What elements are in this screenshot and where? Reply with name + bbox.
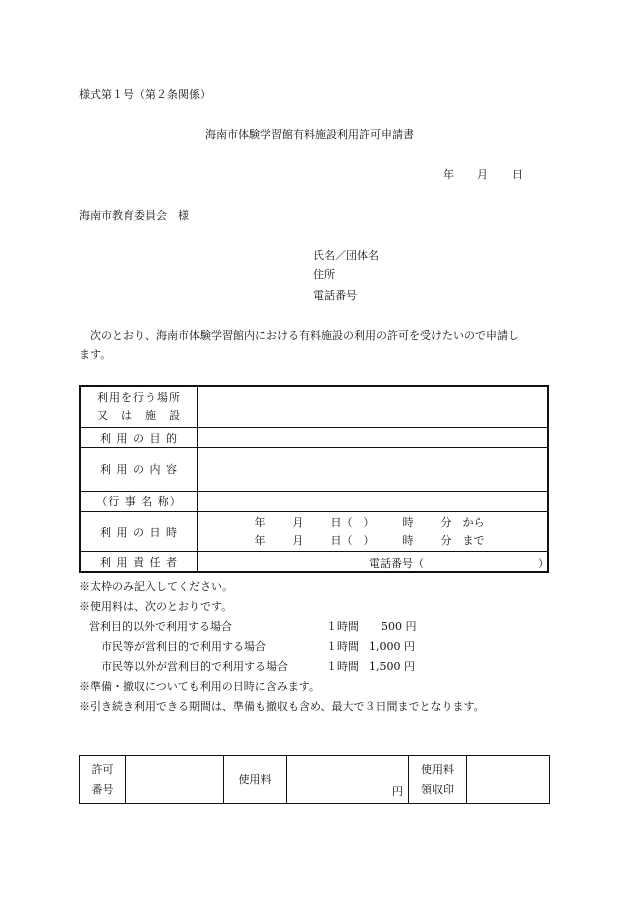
place-label-line1: 利用を行う場所 — [97, 390, 181, 404]
yen-unit: 円 — [392, 785, 403, 798]
date-year: 年 — [443, 168, 454, 181]
receipt-label — [409, 756, 467, 804]
fee-row — [79, 637, 485, 657]
responsible-field[interactable] — [198, 552, 549, 572]
addressee: 海南市教育委員会 様 — [79, 209, 189, 222]
fee-case: 市民等が営利目的で利用する場合 — [101, 640, 266, 653]
to-month: 月 — [292, 533, 304, 547]
to-day: 日（ ） — [330, 533, 375, 547]
notes — [79, 577, 485, 717]
date-month: 月 — [477, 168, 488, 181]
request-text-line2: ます。 — [79, 348, 112, 361]
from-day: 日（ ） — [330, 515, 375, 529]
applicant-name-label: 氏名／団体名 — [313, 249, 379, 262]
fee-row — [79, 617, 485, 637]
fee-unit: １時間 — [326, 620, 359, 633]
to-hour: 時 — [402, 533, 414, 547]
receipt-label-line2: 領収印 — [421, 782, 454, 796]
from-month: 月 — [292, 515, 304, 529]
permit-number-field[interactable] — [126, 756, 224, 804]
fee-price: 1,000 円 — [369, 640, 415, 653]
date-day: 日 — [512, 168, 523, 181]
from-minute: 分 — [440, 515, 452, 529]
fee-case: 営利目的以外で利用する場合 — [89, 620, 232, 633]
event-name-label: （行 事 名 称） — [80, 491, 198, 511]
application-table — [79, 385, 549, 573]
fee-amount-field[interactable] — [287, 756, 409, 804]
permit-number-label — [80, 756, 126, 804]
to-year: 年 — [254, 533, 266, 547]
datetime-label: 利 用 の 日 時 — [80, 511, 198, 551]
applicant-address-label: 住所 — [313, 268, 335, 281]
receipt-stamp-field[interactable] — [467, 756, 550, 804]
request-text-line1: 次のとおり、海南市体験学習館内における有料施設の利用の許可を受けたいので申請し — [79, 329, 519, 342]
fee-row — [79, 657, 485, 677]
office-use-table — [79, 755, 550, 804]
from-year: 年 — [254, 515, 266, 529]
from-suffix: から — [462, 515, 485, 529]
content-field[interactable] — [198, 448, 549, 491]
fee-case: 市民等以外が営利目的で利用する場合 — [101, 660, 288, 673]
datetime-from — [198, 514, 547, 532]
place-field[interactable] — [198, 386, 549, 427]
to-suffix: まで — [462, 533, 485, 547]
permit-label-line2: 番号 — [91, 782, 114, 796]
note-fill-bold-only: ※太枠のみ記入してください。 — [79, 580, 233, 593]
purpose-label: 利 用 の 目 的 — [80, 427, 198, 447]
to-minute: 分 — [440, 533, 452, 547]
note-fees: ※使用料は、次のとおりです。 — [79, 600, 233, 613]
permit-label-line1: 許可 — [91, 762, 114, 776]
form-number: 様式第１号（第２条関係） — [79, 88, 211, 101]
fee-unit: １時間 — [326, 640, 359, 653]
page-title: 海南市体験学習館有料施設利用許可申請書 — [205, 128, 414, 141]
responsible-label: 利 用 責 任 者 — [80, 552, 198, 572]
phone-field-close: ） — [538, 557, 549, 571]
event-name-field[interactable] — [198, 491, 549, 511]
fee-unit: １時間 — [326, 660, 359, 673]
receipt-label-line1: 使用料 — [421, 762, 454, 776]
note-max-period: ※引き続き利用できる期間は、準備も撤収も含め、最大で３日間までとなります。 — [79, 700, 485, 713]
from-hour: 時 — [402, 515, 414, 529]
fee-price: 500 円 — [381, 620, 417, 633]
fee-label: 使用料 — [224, 756, 287, 804]
applicant-phone-label: 電話番号 — [313, 289, 357, 302]
purpose-field[interactable] — [198, 427, 549, 447]
datetime-field[interactable] — [198, 511, 549, 551]
fee-price: 1,500 円 — [369, 660, 415, 673]
content-label: 利 用 の 内 容 — [80, 448, 198, 491]
datetime-to — [198, 532, 547, 550]
phone-field-label: 電話番号（ — [369, 557, 424, 571]
place-label — [80, 386, 198, 427]
note-setup-included: ※準備・撤収についても利用の日時に含みます。 — [79, 680, 320, 693]
place-label-line2: 又 は 施 設 — [97, 408, 181, 422]
